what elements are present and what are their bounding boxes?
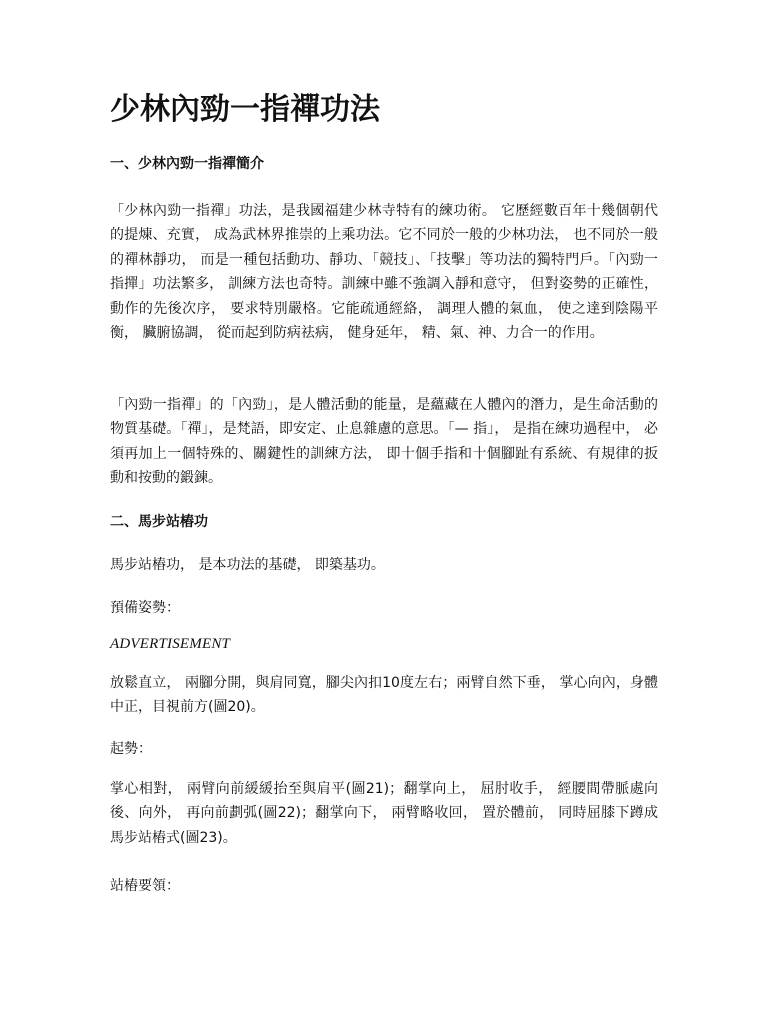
document-title: 少林內勁一指禪功法 [110, 92, 380, 127]
paragraph-stance-intro: 馬步站樁功， 是本功法的基礎， 即築基功。 [110, 557, 385, 573]
paragraph-intro-1: 「少林內勁一指禪」功法，是我國福建少林寺特有的練功術。 它歷經數百年十幾個朝代的提煉、充實， 成為武林界推崇的上乘功法。它不同於一般的少林功法， 也不同於一般的禪林靜功， 而是一種包括動功、靜功、「競技」、「技擊」等功法的獨特門戶。「內勁一指撣」功法繁多， 訓練方法也奇特。訓練中雖不強調入靜和意守， 但對姿勢的正確性， 動作的先後次序， 要求特別嚴格。它能疏通經絡， 調理人體的氣血， 使之達到陰陽平衡， 臟腑協調， 從而起到防病祛病， 健身延年， 精、氣、神、力合一的作用。 [110, 203, 658, 342]
label-preparation: 預備姿勢： [110, 600, 180, 616]
label-start-posture: 起勢： [110, 741, 152, 757]
section-heading-stance: 二、馬步站樁功 [110, 514, 208, 530]
label-stance-essentials: 站樁要領： [110, 878, 180, 894]
paragraph-intro-2: 「內勁一指禪」的「內勁」，是人體活動的能量，是蘊藏在人體內的潛力，是生命活動的物質基礎。「禪」，是梵語，即安定、止息雜慮的意思。「— 指」， 是指在練功過程中， 必須再加上一個特殊的、關鍵性的訓練方法， 即十個手指和十個腳趾有系統、有規律的扳動和按動的鍛鍊。 [110, 397, 658, 487]
advertisement-label: ADVERTISEMENT [110, 636, 231, 652]
paragraph-preparation: 放鬆直立， 兩腳分開，與肩同寬，腳尖內扣10度左右；兩臂自然下垂， 掌心向內，身體中正，目視前方(圖20)。 [110, 675, 658, 716]
section-heading-intro: 一、少林內勁一指禪簡介 [110, 156, 264, 172]
paragraph-start-posture: 掌心相對， 兩臂向前緩緩抬至與肩平(圖21)；翻掌向上， 屈肘收手， 經腰間帶脈處向後、向外， 再向前劃弧(圖22)；翻掌向下， 兩臂略收回， 置於體前， 同時屈膝下蹲成馬步站樁式(圖23)。 [110, 781, 658, 846]
